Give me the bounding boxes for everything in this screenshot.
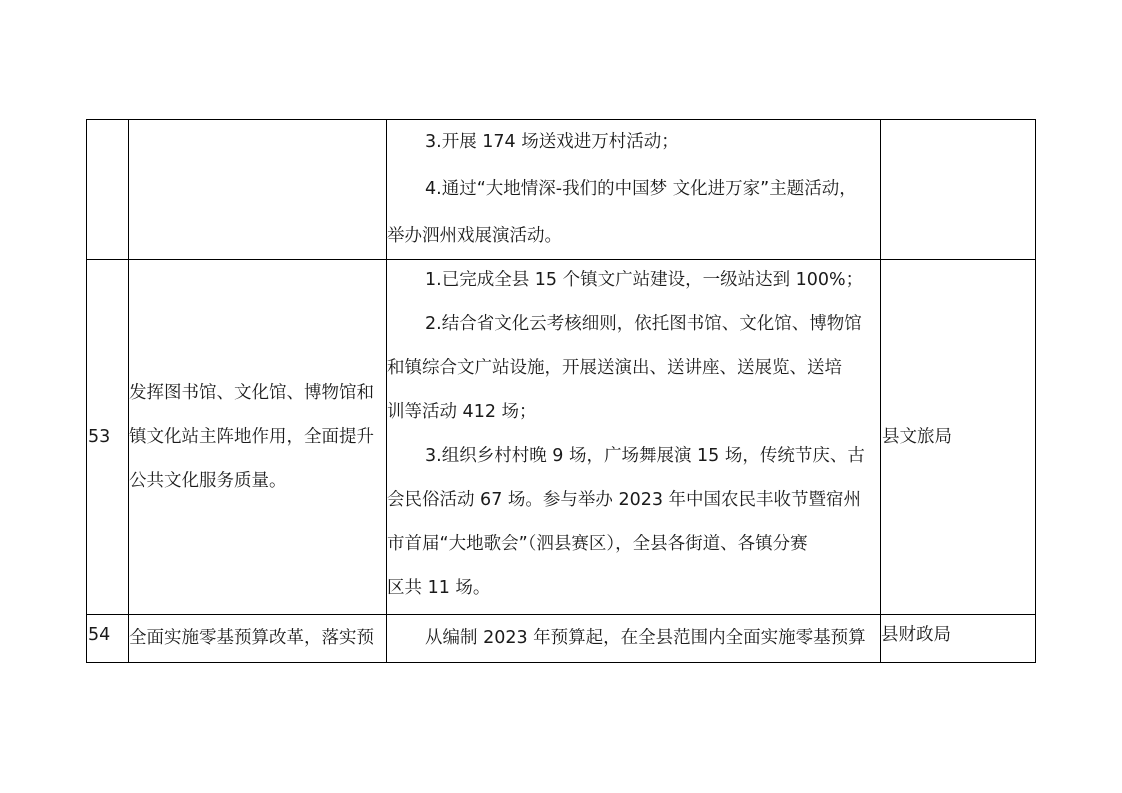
measure-cell [129, 120, 387, 260]
progress-line: 和镇综合文广站设施，开展送演出、送讲座、送展览、送培 [387, 358, 842, 378]
row-number: 53 [88, 427, 111, 447]
measure-line: 全面实施零基预算改革，落实预 [129, 628, 374, 648]
table-row [87, 615, 1036, 663]
measure-cell [129, 615, 387, 663]
table-row [87, 120, 1036, 260]
progress-line: 3.开展 174 场送戏进万村活动； [425, 132, 679, 152]
progress-line: 从编制 2023 年预算起，在全县范围内全面实施零基预算 [425, 628, 866, 648]
progress-cell [387, 120, 881, 260]
progress-line: 4.通过“大地情深-我们的中国梦 文化进万家”主题活动， [425, 179, 857, 199]
progress-line: 训等活动 412 场； [387, 402, 537, 422]
progress-cell [387, 615, 881, 663]
row-number-cell [87, 120, 129, 260]
progress-line: 2.结合省文化云考核细则，依托图书馆、文化馆、博物馆 [425, 314, 862, 334]
department-cell [881, 615, 1036, 663]
row-number-cell [87, 615, 129, 663]
progress-line: 会民俗活动 67 场。参与举办 2023 年中国农民丰收节暨宿州 [387, 490, 862, 510]
progress-line: 1.已完成全县 15 个镇文广站建设，一级站达到 100%； [425, 270, 864, 290]
department-cell [881, 120, 1036, 260]
task-progress-table [86, 119, 1036, 663]
progress-line: 3.组织乡村村晚 9 场，广场舞展演 15 场，传统节庆、古 [425, 446, 865, 466]
department-name: 县财政局 [881, 625, 951, 645]
measure-line: 镇文化站主阵地作用，全面提升 [129, 427, 374, 447]
measure-cell [129, 260, 387, 615]
department-cell [881, 260, 1036, 615]
progress-line: 市首届“大地歌会”（泗县赛区），全县各街道、各镇分赛 [387, 534, 808, 554]
measure-line: 公共文化服务质量。 [129, 471, 287, 491]
measure-line: 发挥图书馆、文化馆、博物馆和 [129, 383, 374, 403]
progress-line: 举办泗州戏展演活动。 [387, 226, 562, 246]
department-name: 县文旅局 [882, 427, 952, 447]
progress-cell [387, 260, 881, 615]
table-row [87, 260, 1036, 615]
row-number: 54 [88, 625, 111, 645]
progress-line: 区共 11 场。 [387, 578, 491, 598]
row-number-cell [87, 260, 129, 615]
